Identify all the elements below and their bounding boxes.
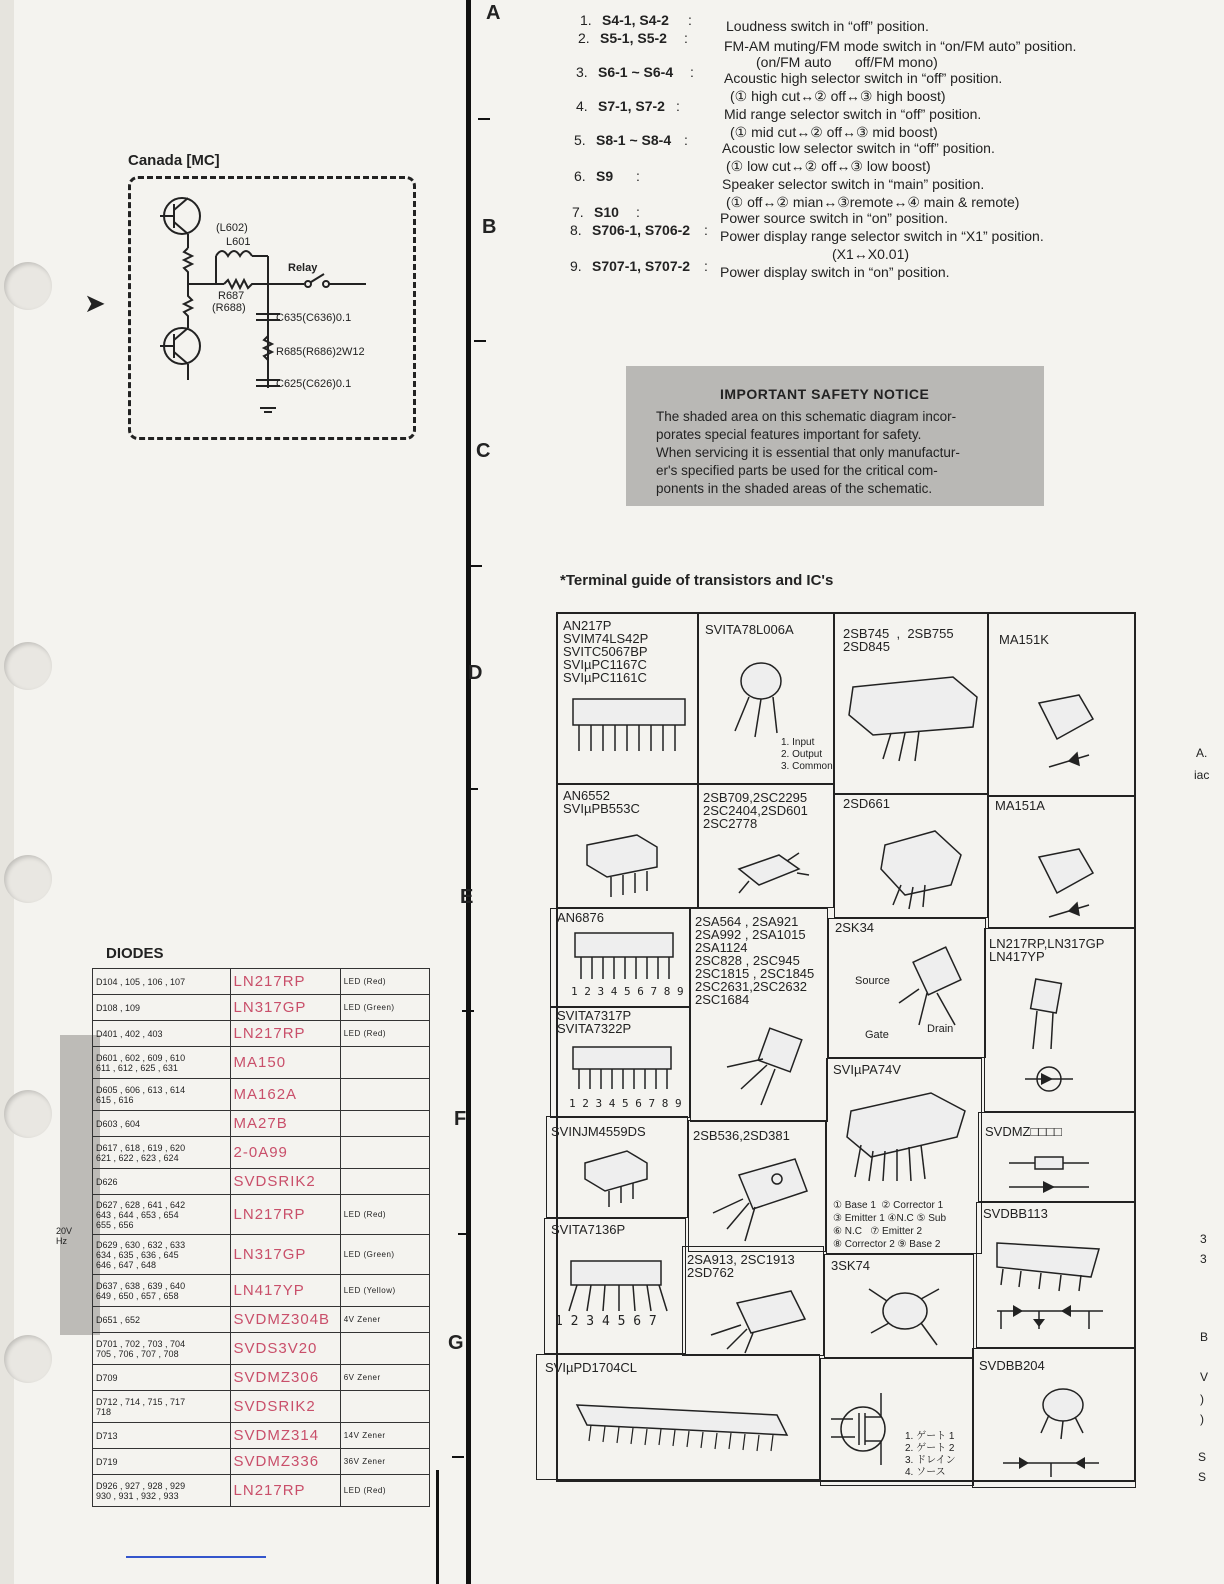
diode-remark: LED (Red) (340, 1195, 429, 1235)
cell-sa913 (682, 1246, 824, 1356)
to92-transistor-icon (719, 653, 799, 743)
to220-transistor-icon (693, 1283, 819, 1355)
diode-numbers: D926 , 927 , 928 , 929 930 , 931 , 932 , 933 (93, 1475, 231, 1507)
label-r685: R685(R686)2W12 (276, 346, 365, 358)
notice-line: ponents in the shaded areas of the schematic. (656, 481, 933, 496)
pin-numbers: 1 2 3 4 5 6 7 8 9 (569, 1097, 682, 1110)
switch-sep: : (684, 30, 688, 46)
dual-diode-icon (989, 1383, 1119, 1483)
tick-mark (466, 788, 478, 790)
terminal-guide-title: *Terminal guide of transistors and IC's (560, 572, 834, 589)
cell-an6876 (550, 908, 690, 1008)
diode-part: LN217RP (230, 1021, 340, 1047)
diode-part: MA150 (230, 1047, 340, 1079)
switch-key: S5-1, S5-2 (600, 30, 667, 46)
diode-numbers: D617 , 618 , 619 , 620 621 , 622 , 623 , 624 (93, 1137, 231, 1169)
table-row (93, 1333, 430, 1365)
switch-sep: : (636, 204, 640, 220)
diode-part: LN217RP (230, 969, 340, 995)
part-label: 2SD661 (843, 796, 890, 811)
label-l602: (L602) (216, 222, 248, 234)
diode-remark (340, 1047, 429, 1079)
diode-remark (340, 1391, 429, 1423)
sip-ic-icon (559, 1255, 679, 1315)
divider-rule-lower (436, 1470, 439, 1584)
label-r688: (R688) (212, 302, 246, 314)
cell-svita7317 (550, 1006, 690, 1118)
switch-num: 2. (578, 30, 590, 46)
divider-rule (466, 0, 471, 1584)
tick-mark (470, 565, 482, 567)
pin-source: Source (855, 975, 890, 987)
diode-numbers: D108 , 109 (93, 995, 231, 1021)
right-margin-text: V (1200, 1370, 1209, 1384)
table-row (93, 1137, 430, 1169)
switch-sep: : (676, 98, 680, 114)
smd-transistor-icon (729, 845, 819, 905)
diode-part: SVDMZ304B (230, 1307, 340, 1333)
switch-key: S707-1, S707-2 (592, 258, 691, 274)
diode-numbers: D712 , 714 , 715 , 717 718 (93, 1391, 231, 1423)
cell-ln217rp (984, 928, 1136, 1112)
diode-part: MA162A (230, 1079, 340, 1111)
arrow-right-icon: ➤ (84, 288, 106, 318)
row-marker: D (468, 662, 483, 684)
part-label: 2SK34 (835, 920, 875, 935)
diode-remark: 36V Zener (340, 1449, 429, 1475)
table-row (93, 1111, 430, 1137)
switch-num: 5. (574, 132, 586, 148)
cell-an217p (556, 612, 698, 784)
switch-sep: : (636, 168, 640, 184)
switch-desc: (① low cut↔② off↔③ low boost) (726, 158, 931, 174)
cell-sd661 (834, 794, 988, 918)
right-margin-text: 3 (1200, 1252, 1207, 1266)
table-row (93, 1423, 430, 1449)
punch-hole (4, 1090, 52, 1138)
diode-part: LN317GP (230, 1235, 340, 1275)
switch-key: S9 (596, 168, 614, 184)
cell-svita78 (698, 612, 834, 784)
part-label: 2SA913, 2SC1913 2SD762 (687, 1252, 795, 1280)
cell-svdbb113 (976, 1202, 1136, 1348)
diode-part: LN317GP (230, 995, 340, 1021)
switch-desc: Acoustic high selector switch in “off” position. (724, 70, 1003, 86)
sip-ic-icon (569, 929, 679, 985)
diode-part: 2-0A99 (230, 1137, 340, 1169)
switch-sep: : (688, 12, 692, 28)
switch-desc: (① high cut↔② off↔③ high boost) (730, 88, 946, 104)
power-transistor-icon (843, 663, 983, 763)
part-label: 2SA564 , 2SA921 2SA992 , 2SA1015 2SA1124 2SC828 , 2SC945 2SC1815 , 2SC1845 2SC2631,2SC2632 2SC1684 (695, 914, 815, 1007)
table-row (93, 1195, 430, 1235)
table-row (93, 1169, 430, 1195)
part-label: MA151K (999, 632, 1049, 647)
tick-mark (462, 1010, 474, 1012)
table-row (93, 1307, 430, 1333)
switch-desc: (on/FM auto off/FM mono) (756, 54, 938, 70)
right-margin-text: ) (1200, 1392, 1204, 1406)
to220-transistor-icon (699, 1141, 819, 1251)
cell-sb536 (688, 1120, 826, 1252)
part-label: SVINJM4559DS (551, 1124, 646, 1139)
right-margin-text: 3 (1200, 1232, 1207, 1246)
row-marker: F (454, 1108, 467, 1130)
table-row (93, 995, 430, 1021)
switch-desc: (X1↔X0.01) (832, 246, 910, 262)
diode-numbers: D627 , 628 , 641 , 642 643 , 644 , 653 , 654 655 , 656 (93, 1195, 231, 1235)
right-margin-text: A. (1196, 746, 1208, 760)
table-row (93, 1365, 430, 1391)
punch-hole (4, 262, 52, 310)
diode-remark: LED (Red) (340, 1021, 429, 1047)
diode-part: LN417YP (230, 1275, 340, 1307)
cell-ma151a (988, 796, 1136, 928)
cell-sk34 (828, 918, 986, 1058)
right-margin-text: S (1198, 1450, 1207, 1464)
diode-numbers: D626 (93, 1169, 231, 1195)
part-label: 2SB709,2SC2295 2SC2404,2SD601 2SC2778 (703, 790, 808, 831)
punch-hole (4, 642, 52, 690)
part-label: AN6552 SVIµPB553C (563, 788, 640, 816)
part-label: AN6876 (557, 910, 604, 925)
mosfet-symbol-icon (825, 1383, 905, 1473)
part-label: SVITA78L006A (705, 622, 794, 637)
switch-num: 1. (580, 12, 592, 28)
diode-remark: 14V Zener (340, 1423, 429, 1449)
left-margin-text: 20V Hz (56, 1226, 73, 1246)
label-relay: Relay (288, 262, 318, 274)
cell-svipd (536, 1354, 820, 1480)
switch-key: S4-1, S4-2 (602, 12, 669, 28)
punch-hole (4, 855, 52, 903)
diodes-table (92, 968, 430, 1507)
switch-sep: : (684, 132, 688, 148)
part-label: MA151A (995, 798, 1045, 813)
pin-legend: 1. ゲート 1 2. ゲート 2 3. ドレイン 4. ソース (905, 1431, 956, 1478)
table-row (93, 1047, 430, 1079)
cell-fet (820, 1358, 974, 1486)
notice-line: The shaded area on this schematic diagram incor- (656, 409, 957, 424)
part-label: 3SK74 (831, 1258, 871, 1273)
label-c625: C625(C626)0.1 (276, 378, 352, 390)
switch-num: 9. (570, 258, 582, 274)
table-row (93, 1391, 430, 1423)
diode-numbers: D605 , 606 , 613 , 614 615 , 616 (93, 1079, 231, 1111)
diode-remark: LED (Red) (340, 1475, 429, 1507)
diode-numbers: D651 , 652 (93, 1307, 231, 1333)
notice-line: er's specified parts be used for the critical com- (656, 463, 938, 478)
diode-numbers: D104 , 105 , 106 , 107 (93, 969, 231, 995)
part-label: SVDMZ□□□□ (985, 1124, 1062, 1139)
diode-remark: 4V Zener (340, 1307, 429, 1333)
switch-num: 7. (572, 204, 584, 220)
switch-desc: Power display range selector switch in “X1” position. (720, 228, 1044, 244)
diode-numbers: D629 , 630 , 632 , 633 634 , 635 , 636 , 645 646 , 647 , 648 (93, 1235, 231, 1275)
part-label: 2SB536,2SD381 (693, 1128, 790, 1143)
right-margin-text: ) (1200, 1412, 1204, 1426)
power-transistor-icon (865, 825, 975, 915)
row-marker: G (448, 1332, 464, 1354)
right-margin-text: S (1198, 1470, 1207, 1484)
part-label: AN217P SVIM74LS42P SVITC5067BP SVIµPC1167C SVIµPC1161C (563, 618, 649, 685)
diode-remark (340, 1137, 429, 1169)
power-ic-icon (841, 1081, 971, 1189)
tick-mark (478, 118, 490, 120)
right-margin-text: B (1200, 1330, 1209, 1344)
diode-remark (340, 1169, 429, 1195)
switch-desc: Acoustic low selector switch in “off” position. (722, 140, 995, 156)
canada-schematic (128, 176, 418, 438)
part-label: SVITA7136P (551, 1222, 626, 1237)
cell-svdbb204 (972, 1348, 1136, 1488)
part-label: SVDBB204 (979, 1358, 1045, 1373)
part-label: LN217RP,LN317GP LN417YP (989, 936, 1105, 964)
switch-sep: : (704, 222, 708, 238)
diode-chip-icon (1009, 837, 1119, 927)
pin-legend: ① Base 1 ② Corrector 1 ③ Emitter 1 ④N.C ⑤ Sub ⑥ N.C ⑦ Emitter 2 ⑧ Corrector 2 ⑨ Base 2 (833, 1200, 947, 1250)
diode-numbers: D637 , 638 , 639 , 640 649 , 650 , 657 , 658 (93, 1275, 231, 1307)
diodes-title: DIODES (106, 945, 164, 962)
pin-legend: 1. Input 2. Output 3. Common (781, 737, 833, 772)
row-marker: E (460, 886, 474, 908)
notice-text (656, 408, 960, 498)
diode-numbers: D713 (93, 1423, 231, 1449)
cell-ma151k (988, 612, 1136, 796)
cell-an6552 (556, 784, 698, 908)
diode-remark (340, 1079, 429, 1111)
diode-remark: LED (Green) (340, 1235, 429, 1275)
part-label: 2SB745 , 2SB755 2SD845 (843, 626, 954, 654)
diode-numbers: D719 (93, 1449, 231, 1475)
switch-key: S8-1 ~ S8-4 (596, 132, 672, 148)
diode-part: SVDMZ314 (230, 1423, 340, 1449)
notice-line: When servicing it is essential that only manufactur- (656, 445, 960, 460)
label-l601: L601 (226, 236, 251, 248)
pin-numbers: 1 2 3 4 5 6 7 (555, 1314, 657, 1329)
zener-diode-icon (999, 1145, 1109, 1201)
pin-gate: Gate (865, 1029, 889, 1041)
right-margin-text: iac (1194, 768, 1210, 782)
switch-key: S6-1 ~ S6-4 (598, 64, 674, 80)
part-label: SVDBB113 (983, 1206, 1048, 1221)
part-label: SVIµPA74V (833, 1062, 901, 1077)
diode-remark (340, 1333, 429, 1365)
table-row (93, 969, 430, 995)
switch-key: S706-1, S706-2 (592, 222, 691, 238)
cell-svipa74 (826, 1058, 982, 1254)
tick-mark (474, 340, 486, 342)
label-r687: R687 (218, 290, 245, 302)
diode-chip-icon (1009, 683, 1119, 783)
punch-hole (4, 1335, 52, 1383)
diode-part: MA27B (230, 1111, 340, 1137)
dual-gate-fet-icon (855, 1275, 955, 1355)
canada-title: Canada [MC] (128, 152, 220, 169)
dip8-ic-icon (577, 825, 667, 905)
diode-numbers: D701 , 702 , 703 , 704 705 , 706 , 707 , 708 (93, 1333, 231, 1365)
switch-key: S7-1, S7-2 (598, 98, 665, 114)
switch-desc: Loudness switch in “off” position. (726, 18, 929, 34)
switch-sep: : (690, 64, 694, 80)
switch-num: 8. (570, 222, 582, 238)
table-row (93, 1079, 430, 1111)
row-marker: C (476, 440, 491, 462)
part-label: SVITA7317P SVITA7322P (557, 1008, 632, 1036)
notice-title: IMPORTANT SAFETY NOTICE (720, 386, 930, 402)
cell-sb709 (698, 784, 834, 908)
part-label: SVIµPD1704CL (545, 1360, 638, 1375)
cell-sa564 (690, 908, 828, 1122)
table-row (93, 1275, 430, 1307)
dip8-ic-icon (577, 1143, 657, 1213)
underline-mark (126, 1556, 266, 1558)
tick-mark (458, 1233, 470, 1235)
diode-array-icon (991, 1229, 1121, 1345)
diode-part: LN217RP (230, 1475, 340, 1507)
diode-remark: LED (Green) (340, 995, 429, 1021)
table-row (93, 1449, 430, 1475)
diode-remark (340, 1111, 429, 1137)
diode-part: SVDMZ336 (230, 1449, 340, 1475)
switch-desc: (① off↔② mian↔③remote↔④ main & remote) (726, 194, 1020, 210)
to92-transistor-icon (711, 1025, 811, 1115)
table-row (93, 1021, 430, 1047)
label-c635: C635(C636)0.1 (276, 312, 352, 324)
switch-num: 4. (576, 98, 588, 114)
diode-numbers: D709 (93, 1365, 231, 1391)
cell-svinjm (546, 1116, 688, 1218)
sip-ic-icon (567, 1043, 677, 1095)
cell-sb745 (834, 612, 988, 794)
switch-sep: : (704, 258, 708, 274)
table-row (93, 1475, 430, 1507)
switch-key: S10 (594, 204, 619, 220)
diode-part: SVDSRIK2 (230, 1169, 340, 1195)
cell-sk74 (824, 1254, 974, 1358)
pin-numbers: 1 2 3 4 5 6 7 8 9 (571, 985, 684, 998)
switch-desc: FM-AM muting/FM mode switch in “on/FM auto” position. (724, 38, 1077, 54)
table-row (93, 1235, 430, 1275)
switch-num: 3. (576, 64, 588, 80)
switch-desc: Mid range selector switch in “off” position. (724, 106, 982, 122)
led-icon (1015, 975, 1095, 1105)
switch-desc: Power source switch in “on” position. (720, 210, 948, 226)
dip-ic-icon (567, 691, 691, 777)
pin-drain: Drain (927, 1023, 954, 1035)
switch-num: 6. (574, 168, 586, 184)
notice-line: porates special features important for safety. (656, 427, 922, 442)
row-marker: A (486, 2, 501, 24)
diode-part: SVDMZ306 (230, 1365, 340, 1391)
cell-svita7136 (544, 1218, 686, 1354)
tick-mark (452, 1456, 464, 1458)
diode-remark: 6V Zener (340, 1365, 429, 1391)
dip42-ic-icon (567, 1385, 807, 1475)
diode-part: SVDSRIK2 (230, 1391, 340, 1423)
diode-part: SVDS3V20 (230, 1333, 340, 1365)
diode-remark: LED (Yellow) (340, 1275, 429, 1307)
diode-numbers: D601 , 602 , 609 , 610 611 , 612 , 625 , 631 (93, 1047, 231, 1079)
diode-numbers: D603 , 604 (93, 1111, 231, 1137)
switch-desc: (① mid cut↔② off↔③ mid boost) (730, 124, 938, 140)
cell-svdmz (978, 1112, 1136, 1202)
row-marker: B (482, 216, 497, 238)
diode-numbers: D401 , 402 , 403 (93, 1021, 231, 1047)
switch-desc: Speaker selector switch in “main” position. (722, 176, 985, 192)
safety-notice (626, 366, 1044, 506)
diode-part: LN217RP (230, 1195, 340, 1235)
diode-remark: LED (Red) (340, 969, 429, 995)
switch-desc: Power display switch in “on” position. (720, 264, 950, 280)
